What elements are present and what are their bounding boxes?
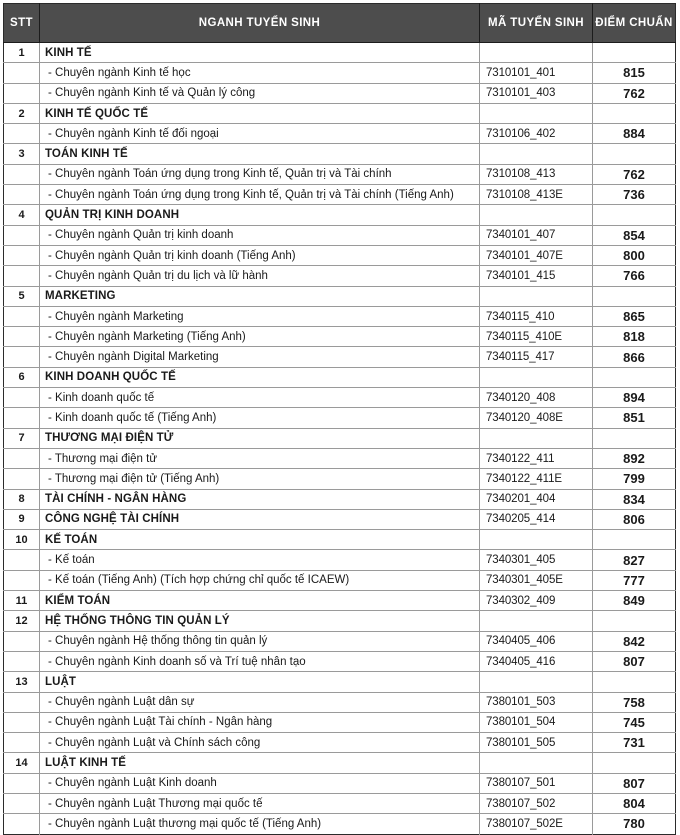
cell-major-name: TÀI CHÍNH - NGÂN HÀNG xyxy=(40,489,480,509)
cell-score: 849 xyxy=(593,591,676,611)
cell-major-name: THƯƠNG MẠI ĐIỆN TỬ xyxy=(40,428,480,448)
table-row xyxy=(4,43,676,63)
cell-major-code: 7340301_405 xyxy=(480,550,593,570)
cell-stt: 5 xyxy=(4,286,40,306)
cell-score: 804 xyxy=(593,793,676,813)
cell-score: 766 xyxy=(593,266,676,286)
cell-major-code: 7340101_407 xyxy=(480,225,593,245)
cell-score: 800 xyxy=(593,245,676,265)
table-row xyxy=(4,124,676,144)
cell-stt xyxy=(4,185,40,205)
cell-major-code: 7340302_409 xyxy=(480,591,593,611)
cell-stt xyxy=(4,327,40,347)
cell-stt xyxy=(4,245,40,265)
table-row xyxy=(4,793,676,813)
table-row xyxy=(4,753,676,773)
cell-major-code xyxy=(480,43,593,63)
cell-stt: 13 xyxy=(4,672,40,692)
cell-score xyxy=(593,367,676,387)
cell-major-code: 7340115_410E xyxy=(480,327,593,347)
cell-stt xyxy=(4,448,40,468)
cell-stt xyxy=(4,814,40,834)
cell-score xyxy=(593,428,676,448)
cell-stt: 7 xyxy=(4,428,40,448)
table-header xyxy=(4,4,676,43)
table-row xyxy=(4,469,676,489)
table-row xyxy=(4,448,676,468)
cell-major-name: KINH DOANH QUỐC TẾ xyxy=(40,367,480,387)
cell-stt xyxy=(4,388,40,408)
cell-score: 731 xyxy=(593,733,676,753)
cell-score: 884 xyxy=(593,124,676,144)
table-row xyxy=(4,266,676,286)
cell-score: 758 xyxy=(593,692,676,712)
table-row xyxy=(4,388,676,408)
cell-major-name: - Chuyên ngành Luật Tài chính - Ngân hàng xyxy=(40,712,480,732)
cell-score: 807 xyxy=(593,773,676,793)
cell-score: 736 xyxy=(593,185,676,205)
cell-stt xyxy=(4,306,40,326)
cell-major-code xyxy=(480,103,593,123)
cell-stt xyxy=(4,550,40,570)
cell-score: 851 xyxy=(593,408,676,428)
cell-major-code xyxy=(480,367,593,387)
table-row xyxy=(4,245,676,265)
cell-major-name: - Chuyên ngành Luật Thương mại quốc tế xyxy=(40,793,480,813)
cell-stt xyxy=(4,63,40,83)
cell-score: 894 xyxy=(593,388,676,408)
cell-major-name: HỆ THỐNG THÔNG TIN QUẢN LÝ xyxy=(40,611,480,631)
cell-major-name: KẾ TOÁN xyxy=(40,530,480,550)
cell-score: 815 xyxy=(593,63,676,83)
cell-stt xyxy=(4,570,40,590)
cell-major-code: 7340101_407E xyxy=(480,245,593,265)
cell-major-code: 7340115_417 xyxy=(480,347,593,367)
cell-major-code: 7340122_411E xyxy=(480,469,593,489)
cell-score: 806 xyxy=(593,509,676,529)
column-header-stt: STT xyxy=(4,4,40,43)
cell-score xyxy=(593,43,676,63)
cell-major-name: - Chuyên ngành Luật Kinh doanh xyxy=(40,773,480,793)
cell-major-code: 7340201_404 xyxy=(480,489,593,509)
cell-stt xyxy=(4,408,40,428)
table-row xyxy=(4,103,676,123)
table-row xyxy=(4,306,676,326)
cell-score: 762 xyxy=(593,83,676,103)
cell-stt xyxy=(4,793,40,813)
cell-major-name: - Kinh doanh quốc tế (Tiếng Anh) xyxy=(40,408,480,428)
cell-major-code: 7340405_406 xyxy=(480,631,593,651)
cell-stt: 2 xyxy=(4,103,40,123)
cell-stt xyxy=(4,266,40,286)
table-row xyxy=(4,570,676,590)
cell-major-code: 7380101_504 xyxy=(480,712,593,732)
cell-major-code: 7380101_505 xyxy=(480,733,593,753)
cell-major-code: 7340122_411 xyxy=(480,448,593,468)
cell-score: 762 xyxy=(593,164,676,184)
cell-major-name: KIỂM TOÁN xyxy=(40,591,480,611)
cell-major-code: 7340301_405E xyxy=(480,570,593,590)
cell-major-name: - Chuyên ngành Luật thương mại quốc tế (Tiếng Anh) xyxy=(40,814,480,834)
cell-stt xyxy=(4,712,40,732)
table-row xyxy=(4,428,676,448)
table-row xyxy=(4,225,676,245)
table-row xyxy=(4,367,676,387)
cell-score: 807 xyxy=(593,651,676,671)
cell-major-name: - Chuyên ngành Kinh doanh số và Trí tuệ nhân tạo xyxy=(40,651,480,671)
cell-stt xyxy=(4,124,40,144)
cell-score xyxy=(593,753,676,773)
cell-major-code: 7340120_408 xyxy=(480,388,593,408)
table-row xyxy=(4,144,676,164)
cell-major-code: 7380101_503 xyxy=(480,692,593,712)
cell-major-name: - Chuyên ngành Luật và Chính sách công xyxy=(40,733,480,753)
table-row xyxy=(4,692,676,712)
cell-stt: 10 xyxy=(4,530,40,550)
cell-major-name: - Chuyên ngành Toán ứng dụng trong Kinh tế, Quản trị và Tài chính (Tiếng Anh) xyxy=(40,185,480,205)
table-row xyxy=(4,489,676,509)
cell-major-name: - Chuyên ngành Kinh tế và Quản lý công xyxy=(40,83,480,103)
cell-major-name: - Chuyên ngành Marketing (Tiếng Anh) xyxy=(40,327,480,347)
cell-stt xyxy=(4,733,40,753)
cell-major-code xyxy=(480,753,593,773)
cell-score: 818 xyxy=(593,327,676,347)
table-row xyxy=(4,286,676,306)
cell-major-name: - Kế toán xyxy=(40,550,480,570)
cell-major-name: - Chuyên ngành Luật dân sự xyxy=(40,692,480,712)
cell-major-name: - Chuyên ngành Toán ứng dụng trong Kinh tế, Quản trị và Tài chính xyxy=(40,164,480,184)
cell-major-name: LUẬT KINH TẾ xyxy=(40,753,480,773)
cell-major-name: - Chuyên ngành Hệ thống thông tin quản lý xyxy=(40,631,480,651)
cell-major-name: - Chuyên ngành Kinh tế học xyxy=(40,63,480,83)
cell-stt: 14 xyxy=(4,753,40,773)
cell-major-name: - Chuyên ngành Kinh tế đối ngoại xyxy=(40,124,480,144)
table-row xyxy=(4,509,676,529)
cell-major-code xyxy=(480,205,593,225)
cell-major-name: - Thương mại điện tử xyxy=(40,448,480,468)
cell-major-name: - Chuyên ngành Marketing xyxy=(40,306,480,326)
cell-major-name: TOÁN KINH TẾ xyxy=(40,144,480,164)
cell-stt xyxy=(4,631,40,651)
cell-score: 799 xyxy=(593,469,676,489)
cell-stt xyxy=(4,164,40,184)
cell-major-code xyxy=(480,428,593,448)
cell-stt xyxy=(4,347,40,367)
cell-stt: 4 xyxy=(4,205,40,225)
cell-major-code: 7310106_402 xyxy=(480,124,593,144)
cell-score xyxy=(593,205,676,225)
cell-major-name: - Chuyên ngành Quản trị kinh doanh xyxy=(40,225,480,245)
cell-score xyxy=(593,530,676,550)
cell-major-code xyxy=(480,286,593,306)
cell-stt xyxy=(4,692,40,712)
table-row xyxy=(4,631,676,651)
cell-score: 854 xyxy=(593,225,676,245)
cell-score xyxy=(593,144,676,164)
cell-major-name: CÔNG NGHỆ TÀI CHÍNH xyxy=(40,509,480,529)
cell-score: 866 xyxy=(593,347,676,367)
table-row xyxy=(4,651,676,671)
cell-major-code: 7310108_413E xyxy=(480,185,593,205)
column-header-major: NGANH TUYỂN SINH xyxy=(40,4,480,43)
table-row xyxy=(4,327,676,347)
cell-major-code xyxy=(480,144,593,164)
cell-stt xyxy=(4,773,40,793)
cell-stt: 6 xyxy=(4,367,40,387)
cell-major-code xyxy=(480,611,593,631)
cell-stt xyxy=(4,651,40,671)
cell-major-name: - Kế toán (Tiếng Anh) (Tích hợp chứng chỉ quốc tế ICAEW) xyxy=(40,570,480,590)
table-row xyxy=(4,83,676,103)
cell-major-code: 7380107_502E xyxy=(480,814,593,834)
table-row xyxy=(4,205,676,225)
cell-stt: 11 xyxy=(4,591,40,611)
cell-major-code: 7340205_414 xyxy=(480,509,593,529)
cell-stt: 3 xyxy=(4,144,40,164)
table-body xyxy=(4,43,676,835)
table-row xyxy=(4,733,676,753)
cell-major-code: 7340120_408E xyxy=(480,408,593,428)
table-row xyxy=(4,63,676,83)
column-header-code: MÃ TUYỂN SINH xyxy=(480,4,593,43)
table-row xyxy=(4,530,676,550)
column-header-score: ĐIỂM CHUẨN xyxy=(593,4,676,43)
cell-score: 892 xyxy=(593,448,676,468)
cell-score: 842 xyxy=(593,631,676,651)
cell-major-name: - Chuyên ngành Quản trị kinh doanh (Tiếng Anh) xyxy=(40,245,480,265)
table-row xyxy=(4,550,676,570)
cell-major-name: LUẬT xyxy=(40,672,480,692)
admissions-score-table xyxy=(3,3,676,835)
cell-stt xyxy=(4,83,40,103)
cell-major-name: - Thương mại điện tử (Tiếng Anh) xyxy=(40,469,480,489)
cell-stt: 12 xyxy=(4,611,40,631)
table-row xyxy=(4,773,676,793)
cell-score xyxy=(593,611,676,631)
cell-major-code: 7380107_502 xyxy=(480,793,593,813)
table-row xyxy=(4,611,676,631)
cell-score xyxy=(593,672,676,692)
table-row xyxy=(4,408,676,428)
cell-major-code: 7310101_403 xyxy=(480,83,593,103)
cell-stt xyxy=(4,469,40,489)
cell-score: 834 xyxy=(593,489,676,509)
table-row xyxy=(4,672,676,692)
cell-major-code: 7340405_416 xyxy=(480,651,593,671)
table-row xyxy=(4,814,676,834)
cell-stt xyxy=(4,225,40,245)
cell-major-name: - Chuyên ngành Digital Marketing xyxy=(40,347,480,367)
table-row xyxy=(4,185,676,205)
cell-major-code: 7340115_410 xyxy=(480,306,593,326)
cell-major-code: 7310108_413 xyxy=(480,164,593,184)
table-row xyxy=(4,347,676,367)
cell-major-code xyxy=(480,530,593,550)
cell-major-name: - Chuyên ngành Quản trị du lịch và lữ hành xyxy=(40,266,480,286)
cell-score xyxy=(593,286,676,306)
cell-stt: 1 xyxy=(4,43,40,63)
table-header-row xyxy=(4,4,676,43)
cell-major-name: - Kinh doanh quốc tế xyxy=(40,388,480,408)
cell-stt: 8 xyxy=(4,489,40,509)
cell-major-code: 7310101_401 xyxy=(480,63,593,83)
cell-major-name: MARKETING xyxy=(40,286,480,306)
cell-stt: 9 xyxy=(4,509,40,529)
table-row xyxy=(4,712,676,732)
table-row xyxy=(4,164,676,184)
cell-score: 780 xyxy=(623,816,645,832)
cell-major-code: 7380107_501 xyxy=(480,773,593,793)
cell-score: 745 xyxy=(593,712,676,732)
cell-score xyxy=(593,103,676,123)
table-row xyxy=(4,591,676,611)
cell-major-code: 7340101_415 xyxy=(480,266,593,286)
cell-score: 827 xyxy=(593,550,676,570)
cell-score: 777 xyxy=(593,570,676,590)
cell-major-name: KINH TẾ xyxy=(40,43,480,63)
cell-score: 865 xyxy=(593,306,676,326)
cell-major-name: KINH TẾ QUỐC TẾ xyxy=(40,103,480,123)
cell-major-name: QUẢN TRỊ KINH DOANH xyxy=(40,205,480,225)
cell-major-code xyxy=(480,672,593,692)
